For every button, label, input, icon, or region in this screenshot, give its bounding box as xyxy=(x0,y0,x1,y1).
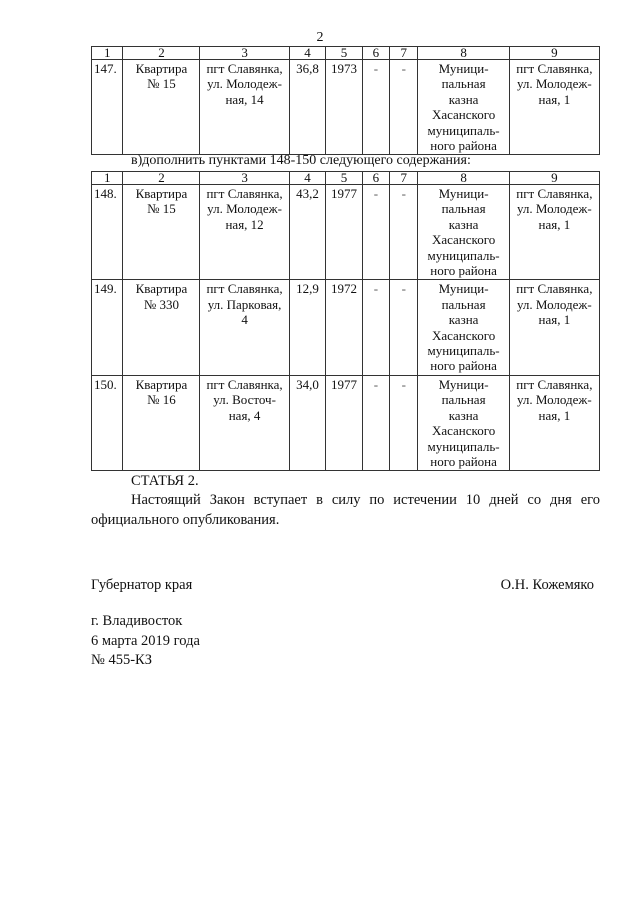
column-number: 3 xyxy=(200,172,289,185)
object-year: 1972 xyxy=(326,280,363,375)
object-area: 34,0 xyxy=(289,375,326,470)
location: пгт Славянка, ул. Молодеж- ная, 1 xyxy=(509,60,599,155)
object-name: Квартира № 330 xyxy=(123,280,200,375)
page-number: 2 xyxy=(316,30,324,45)
column-number: 9 xyxy=(509,172,599,185)
column-number: 4 xyxy=(289,172,326,185)
location: пгт Славянка, ул. Молодеж- ная, 1 xyxy=(509,375,599,470)
location: пгт Славянка, ул. Молодеж- ная, 1 xyxy=(509,280,599,375)
table-row xyxy=(92,185,600,280)
location: пгт Славянка, ул. Молодеж- ная, 1 xyxy=(509,185,599,280)
object-year: 1973 xyxy=(326,60,363,155)
signatory-title: Губернатор края xyxy=(91,577,193,593)
column-7-value: - xyxy=(390,60,418,155)
column-number: 6 xyxy=(362,47,389,60)
property-table-continued xyxy=(91,46,600,155)
column-7-value: - xyxy=(390,280,418,375)
column-number: 7 xyxy=(390,172,418,185)
column-number: 8 xyxy=(418,47,509,60)
column-number: 7 xyxy=(390,47,418,60)
object-year: 1977 xyxy=(326,185,363,280)
table-row xyxy=(92,60,600,155)
column-number: 3 xyxy=(200,47,289,60)
amendment-instruction: в)дополнить пунктами 148-150 следующего содержания: xyxy=(131,153,471,168)
column-number: 2 xyxy=(123,172,200,185)
object-area: 43,2 xyxy=(289,185,326,280)
law-number: № 455-КЗ xyxy=(91,652,152,668)
column-number: 2 xyxy=(123,47,200,60)
column-number: 1 xyxy=(92,172,123,185)
row-number: 150. xyxy=(92,375,123,470)
issue-place: г. Владивосток xyxy=(91,613,183,629)
column-7-value: - xyxy=(390,185,418,280)
owner: Муници- пальная казна Хасанского муниципаль- ного района xyxy=(418,375,509,470)
column-number: 8 xyxy=(418,172,509,185)
row-number: 147. xyxy=(92,60,123,155)
object-address: пгт Славянка, ул. Восточ- ная, 4 xyxy=(200,375,289,470)
object-address: пгт Славянка, ул. Молодеж- ная, 14 xyxy=(200,60,289,155)
column-number: 4 xyxy=(289,47,326,60)
property-table-added xyxy=(91,171,600,471)
column-6-value: - xyxy=(362,375,389,470)
object-name: Квартира № 16 xyxy=(123,375,200,470)
column-number: 1 xyxy=(92,47,123,60)
object-address: пгт Славянка, ул. Молодеж- ная, 12 xyxy=(200,185,289,280)
owner: Муници- пальная казна Хасанского муниципаль- ного района xyxy=(418,60,509,155)
object-area: 36,8 xyxy=(289,60,326,155)
owner: Муници- пальная казна Хасанского муниципаль- ного района xyxy=(418,280,509,375)
column-number: 5 xyxy=(326,47,363,60)
column-number: 6 xyxy=(362,172,389,185)
article-text: Настоящий Закон вступает в силу по истечении 10 дней со дня его официального опубликования. xyxy=(91,492,600,528)
article-title: СТАТЬЯ 2. xyxy=(131,473,199,489)
object-name: Квартира № 15 xyxy=(123,60,200,155)
column-number: 9 xyxy=(509,47,599,60)
column-6-value: - xyxy=(362,280,389,375)
column-number-row xyxy=(92,47,600,60)
object-address: пгт Славянка, ул. Парковая, 4 xyxy=(200,280,289,375)
object-area: 12,9 xyxy=(289,280,326,375)
row-number: 148. xyxy=(92,185,123,280)
object-name: Квартира № 15 xyxy=(123,185,200,280)
owner: Муници- пальная казна Хасанского муниципаль- ного района xyxy=(418,185,509,280)
column-number-row xyxy=(92,172,600,185)
issue-date: 6 марта 2019 года xyxy=(91,632,200,649)
column-6-value: - xyxy=(362,185,389,280)
signatory-name: О.Н. Кожемяко xyxy=(500,577,594,593)
table-row xyxy=(92,375,600,470)
row-number: 149. xyxy=(92,280,123,375)
column-7-value: - xyxy=(390,375,418,470)
object-year: 1977 xyxy=(326,375,363,470)
table-row xyxy=(92,280,600,375)
column-number: 5 xyxy=(326,172,363,185)
column-6-value: - xyxy=(362,60,389,155)
issue-details xyxy=(91,612,200,671)
